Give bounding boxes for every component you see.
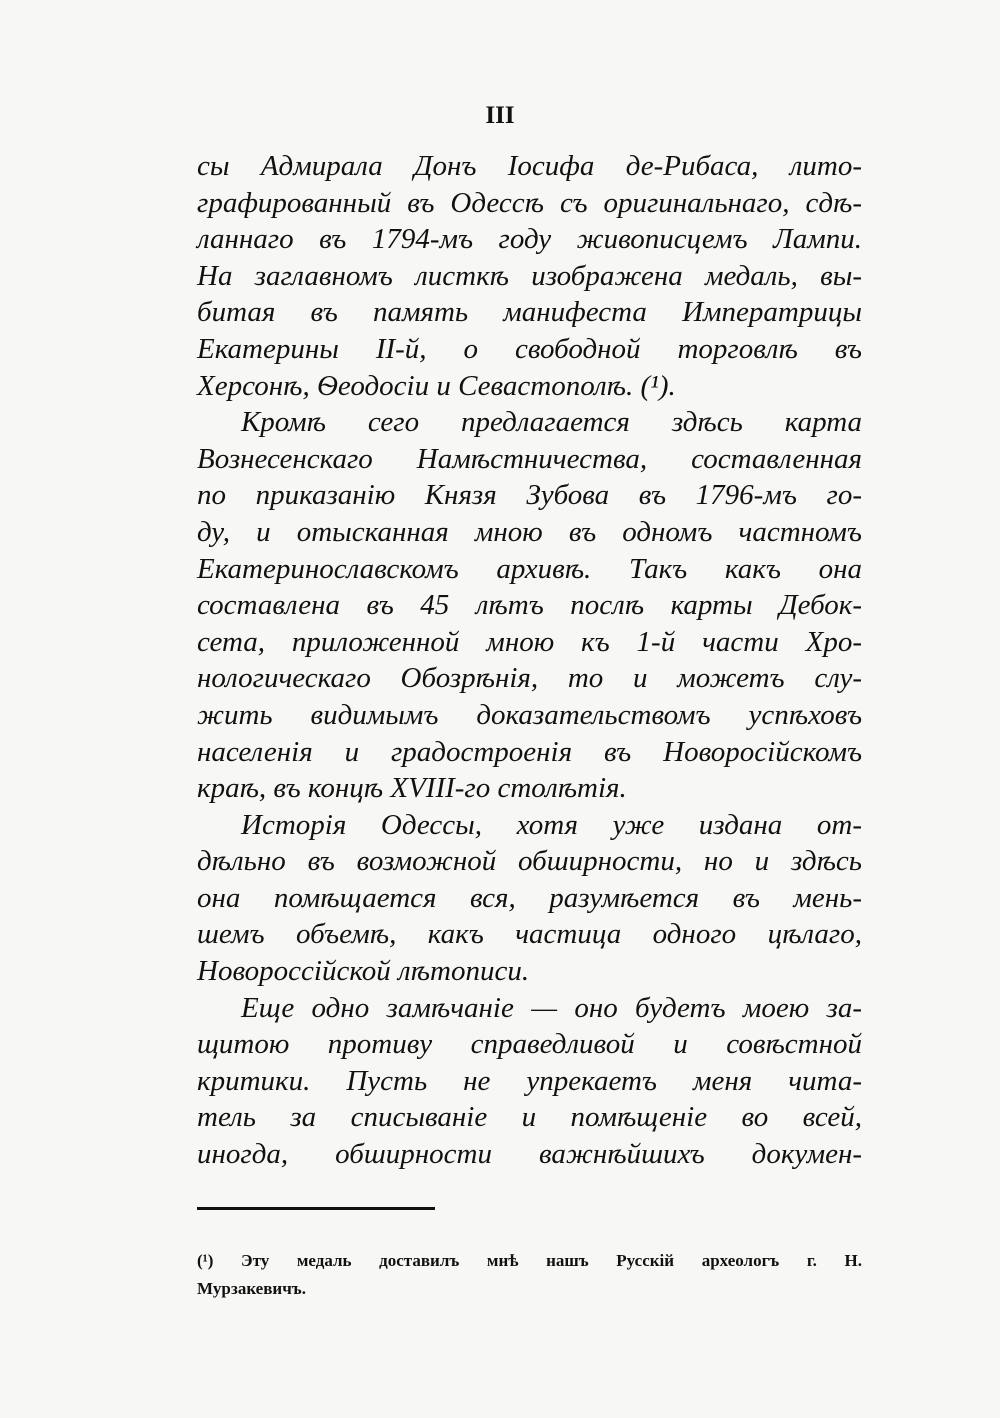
text-line: На заглавномъ листкѣ изображена медаль, вы- [197, 259, 862, 292]
footnote [197, 1247, 862, 1303]
text-line: Херсонѣ, Ѳеодосіи и Севастополѣ. (¹). [197, 369, 676, 402]
text-line: она помѣщается вся, разумѣется въ мень- [197, 881, 862, 914]
footnote-divider [197, 1207, 435, 1210]
text-line: населенія и градостроенія въ Новоросійскомъ [197, 735, 862, 768]
text-line: ланнаго въ 1794-мъ году живописцемъ Лампи. [197, 223, 862, 256]
text-line: Еще одно замѣчаніе — оно будетъ моею за- [241, 991, 862, 1024]
text-line: щитою противу справедливой и совѣстной [197, 1028, 862, 1061]
text-line: сы Адмирала Донъ Іосифа де-Рибаса, лито- [197, 150, 862, 182]
text-line: Екатерины II-й, о свободной торговлѣ въ [197, 332, 862, 365]
text-line: иногда, обширности важнѣйшихъ докумен- [197, 1138, 862, 1171]
text-line: ду, и отысканная мною въ одномъ частномъ [197, 515, 862, 548]
text-line: нологическаго Обозрѣнія, то и можетъ слу- [197, 662, 862, 695]
text-line: составлена въ 45 лѣтъ послѣ карты Дебок- [197, 589, 862, 622]
text-line: сета, приложенной мною къ 1-й части Хро- [197, 625, 862, 658]
footnote-line: (¹) Эту медаль доставилъ мнѣ нашъ Русскій археологъ г. Н. [197, 1251, 862, 1270]
text-line: графированный въ Одессѣ съ оригинальнаго, сдѣ- [197, 186, 862, 219]
text-line: Исторія Одессы, хотя уже издана от- [241, 808, 862, 841]
text-line: Новороссійской лѣтописи. [197, 955, 530, 988]
text-line: тель за списываніе и помѣщеніе во всей, [197, 1101, 862, 1134]
text-line: Вознесенскаго Намѣстничества, составленная [197, 442, 862, 475]
text-line: Кромѣ сего предлагается здѣсь карта [241, 406, 862, 439]
page-number: III [485, 102, 515, 129]
body-text [197, 148, 862, 1173]
text-line: критики. Пусть не упрекаетъ меня чита- [197, 1064, 862, 1097]
text-line: краѣ, въ концѣ XVIII-го столѣтія. [197, 772, 627, 805]
text-line: жить видимымъ доказательствомъ успѣховъ [197, 698, 862, 731]
footnote-line: Мурзакевичъ. [197, 1279, 306, 1298]
text-line: дѣльно въ возможной обширности, но и здѣсь [197, 845, 862, 878]
text-line: по приказанію Князя Зубова въ 1796-мъ го- [197, 479, 862, 512]
text-line: битая въ память манифеста Императрицы [197, 296, 862, 329]
text-line: шемъ объемѣ, какъ частица одного цѣлаго, [197, 918, 862, 951]
text-line: Екатеринославскомъ архивѣ. Такъ какъ она [197, 552, 862, 585]
